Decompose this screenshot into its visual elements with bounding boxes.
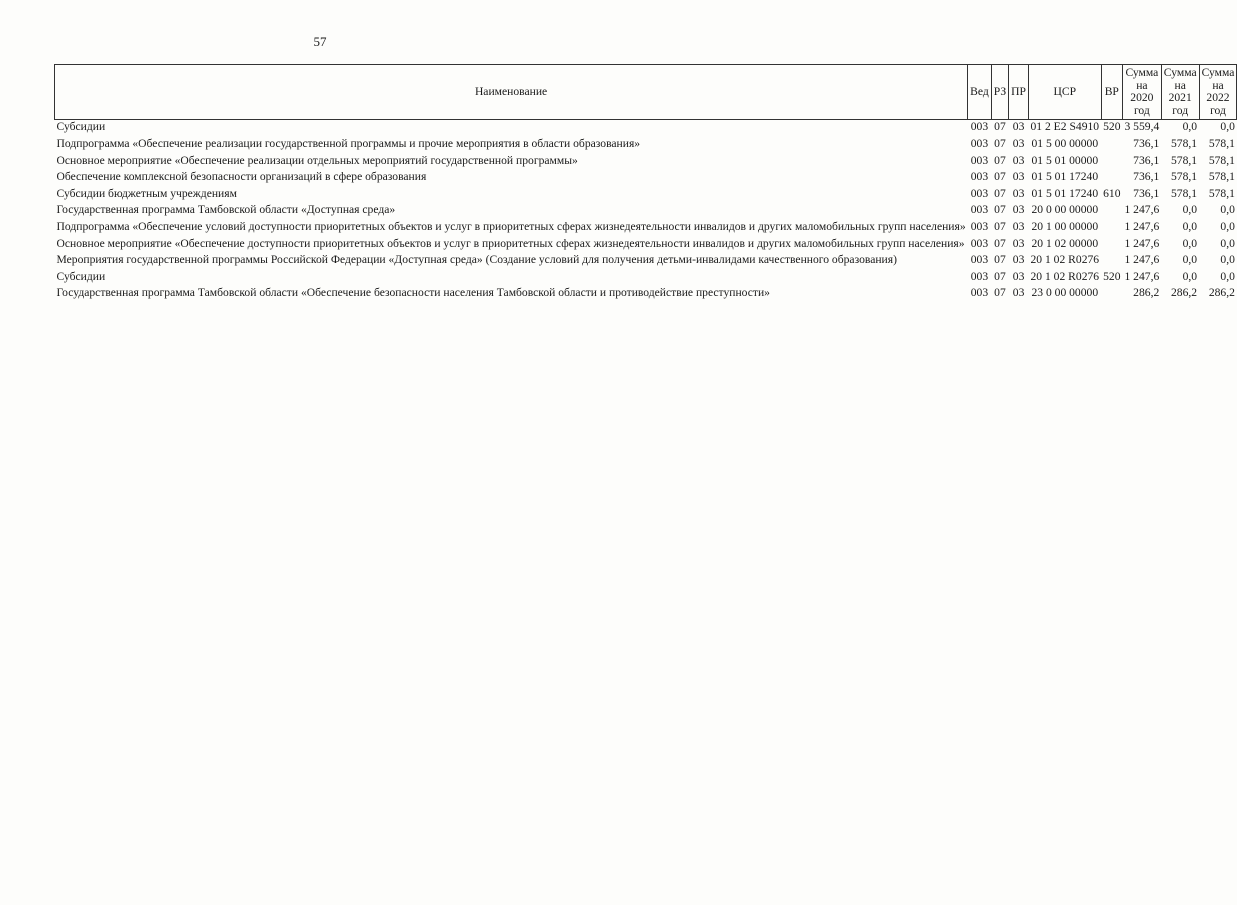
table-row (55, 220, 1237, 237)
row-sum-2020-cell: 286,2 (1133, 286, 1160, 300)
row-ved-cell: 003 (970, 253, 989, 267)
row-sum-2021-cell: 0,0 (1182, 236, 1198, 250)
row-rz-cell: 07 (994, 269, 1006, 283)
row-name-cell: Субсидии (56, 120, 106, 134)
row-name-cell: Обеспечение комплексной безопасности организаций в сфере образования (56, 170, 427, 184)
header-pr: ПР (1009, 65, 1029, 120)
header-ved: Вед (968, 65, 992, 120)
row-pr-cell: 03 (1012, 269, 1025, 283)
row-sum-2022-cell: 0,0 (1220, 203, 1235, 217)
row-ved-cell: 003 (970, 186, 989, 200)
table-row (55, 253, 1237, 270)
row-csr-cell: 01 2 Е2 S4910 (1030, 120, 1100, 134)
row-pr-cell: 03 (1012, 203, 1025, 217)
row-ved-cell: 003 (970, 269, 989, 283)
row-sum-2022-cell: 0,0 (1220, 219, 1235, 233)
row-sum-2020-cell: 736,1 (1133, 136, 1160, 150)
row-ved-cell: 003 (970, 219, 989, 233)
row-sum-2022-cell: 0,0 (1220, 236, 1235, 250)
row-pr-cell: 03 (1012, 120, 1025, 134)
row-sum-2020-cell: 1 247,6 (1124, 203, 1160, 217)
row-csr-cell: 20 1 00 00000 (1031, 219, 1099, 233)
table-row (55, 187, 1237, 204)
row-rz-cell: 07 (994, 170, 1006, 184)
row-sum-2020-cell: 1 247,6 (1124, 269, 1160, 283)
row-sum-2021-cell: 0,0 (1182, 269, 1198, 283)
row-sum-2020-cell: 736,1 (1133, 153, 1160, 167)
row-name-cell: Основное мероприятие «Обеспечение реализации отдельных мероприятий государственной программы» (56, 153, 578, 167)
row-vr-cell (1101, 137, 1122, 154)
header-sum-2020-line1: Сумма на (1125, 66, 1159, 92)
row-sum-2021-cell: 0,0 (1182, 219, 1198, 233)
row-sum-2022-cell: 578,1 (1208, 153, 1235, 167)
table-row (55, 137, 1237, 154)
row-rz-cell: 07 (994, 136, 1006, 150)
row-rz-cell: 07 (994, 286, 1006, 300)
row-ved-cell: 003 (970, 136, 989, 150)
header-sum-2022 (1199, 65, 1237, 120)
row-csr-cell: 01 5 00 00000 (1031, 136, 1099, 150)
header-sum-2021-line2: 2021 год (1168, 91, 1192, 117)
row-sum-2022-cell: 0,0 (1220, 120, 1235, 134)
row-vr-cell (1101, 203, 1122, 220)
row-ved-cell: 003 (970, 236, 989, 250)
row-sum-2021-cell: 578,1 (1171, 153, 1198, 167)
row-pr-cell: 03 (1012, 186, 1025, 200)
row-rz-cell: 07 (994, 120, 1006, 134)
table-row (55, 270, 1237, 287)
row-sum-2022-cell: 578,1 (1208, 186, 1235, 200)
row-vr-cell (1101, 237, 1122, 254)
row-pr-cell: 03 (1012, 236, 1025, 250)
table-header-row (55, 65, 1237, 120)
row-sum-2021-cell: 0,0 (1182, 120, 1198, 134)
row-name-cell: Подпрограмма «Обеспечение условий доступности приоритетных объектов и услуг в приоритетных сферах жизнедеятельности инвалидов и других маломобильных групп населения» (56, 219, 966, 233)
row-name-cell: Основное мероприятие «Обеспечение доступности приоритетных объектов и услуг в приоритетных сферах жизнедеятельности инвалидов и других маломобильных групп населения» (56, 236, 965, 250)
header-vr: ВР (1101, 65, 1122, 120)
row-csr-cell: 01 5 01 17240 (1031, 186, 1099, 200)
row-rz-cell: 07 (994, 236, 1006, 250)
row-csr-cell: 01 5 01 17240 (1031, 170, 1099, 184)
table-row (55, 170, 1237, 187)
row-csr-cell: 20 1 02 R0276 (1030, 253, 1100, 267)
row-pr-cell: 03 (1012, 219, 1025, 233)
row-sum-2021-cell: 578,1 (1171, 186, 1198, 200)
row-rz-cell: 07 (994, 186, 1006, 200)
row-pr-cell: 03 (1012, 253, 1025, 267)
row-sum-2020-cell: 1 247,6 (1124, 253, 1160, 267)
row-csr-cell: 20 1 02 R0276 (1030, 269, 1100, 283)
row-ved-cell: 003 (970, 170, 989, 184)
row-name-cell: Подпрограмма «Обеспечение реализации государственной программы и прочие мероприятия в области образования» (56, 136, 641, 150)
row-vr-cell: 520 (1103, 269, 1121, 283)
row-csr-cell: 01 5 01 00000 (1031, 153, 1099, 167)
row-vr-cell (1101, 286, 1122, 303)
row-rz-cell: 07 (994, 219, 1006, 233)
row-name-cell: Субсидии (56, 269, 106, 283)
row-vr-cell (1101, 154, 1122, 171)
row-csr-cell: 20 1 02 00000 (1031, 236, 1099, 250)
row-ved-cell: 003 (970, 203, 989, 217)
row-ved-cell: 003 (970, 120, 989, 134)
page-number: 57 (313, 34, 327, 49)
row-name-cell: Государственная программа Тамбовской области «Обеспечение безопасности населения Тамбовской области и противодействие преступности» (56, 286, 770, 300)
row-rz-cell: 07 (994, 153, 1006, 167)
row-ved-cell: 003 (970, 153, 989, 167)
header-sum-2020 (1122, 65, 1161, 120)
header-csr: ЦСР (1028, 65, 1101, 120)
table-row (55, 120, 1237, 137)
row-sum-2020-cell: 1 247,6 (1124, 236, 1160, 250)
row-pr-cell: 03 (1012, 136, 1025, 150)
row-sum-2021-cell: 578,1 (1171, 170, 1198, 184)
row-name-cell: Мероприятия государственной программы Российской Федерации «Доступная среда» (Создание условий для получения детьми-инвалидами качественного образования) (56, 253, 897, 267)
row-sum-2022-cell: 286,2 (1208, 286, 1235, 300)
header-sum-2021-line1: Сумма на (1163, 66, 1197, 92)
row-sum-2020-cell: 3 559,4 (1124, 120, 1160, 134)
header-sum-2022-line2: 2022 год (1206, 91, 1230, 117)
row-sum-2022-cell: 578,1 (1208, 136, 1235, 150)
table-row (55, 286, 1237, 303)
row-pr-cell: 03 (1012, 170, 1025, 184)
row-sum-2021-cell: 0,0 (1182, 253, 1198, 267)
row-ved-cell: 003 (970, 286, 989, 300)
row-vr-cell (1101, 170, 1122, 187)
row-sum-2020-cell: 736,1 (1133, 170, 1160, 184)
header-name: Наименование (55, 65, 968, 120)
table-row (55, 154, 1237, 171)
row-rz-cell: 07 (994, 253, 1006, 267)
row-sum-2020-cell: 1 247,6 (1124, 219, 1160, 233)
row-sum-2022-cell: 578,1 (1208, 170, 1235, 184)
row-vr-cell: 520 (1103, 120, 1121, 134)
row-vr-cell (1101, 253, 1122, 270)
row-sum-2021-cell: 0,0 (1182, 203, 1198, 217)
row-pr-cell: 03 (1012, 286, 1025, 300)
table-row (55, 203, 1237, 220)
header-sum-2020-line2: 2020 год (1130, 91, 1154, 117)
header-sum-2021 (1161, 65, 1199, 120)
table-row (55, 237, 1237, 254)
row-pr-cell: 03 (1012, 153, 1025, 167)
row-csr-cell: 23 0 00 00000 (1031, 286, 1099, 300)
budget-table (54, 64, 1237, 303)
header-rz: РЗ (991, 65, 1008, 120)
row-vr-cell (1101, 220, 1122, 237)
row-sum-2021-cell: 578,1 (1171, 136, 1198, 150)
row-csr-cell: 20 0 00 00000 (1031, 203, 1099, 217)
row-name-cell: Субсидии бюджетным учреждениям (56, 186, 237, 200)
header-sum-2022-line1: Сумма на (1201, 66, 1235, 92)
row-sum-2021-cell: 286,2 (1171, 286, 1198, 300)
row-rz-cell: 07 (994, 203, 1006, 217)
row-sum-2022-cell: 0,0 (1220, 269, 1235, 283)
row-sum-2020-cell: 736,1 (1133, 186, 1160, 200)
row-sum-2022-cell: 0,0 (1220, 253, 1235, 267)
row-name-cell: Государственная программа Тамбовской области «Доступная среда» (56, 203, 396, 217)
row-vr-cell: 610 (1103, 186, 1121, 200)
